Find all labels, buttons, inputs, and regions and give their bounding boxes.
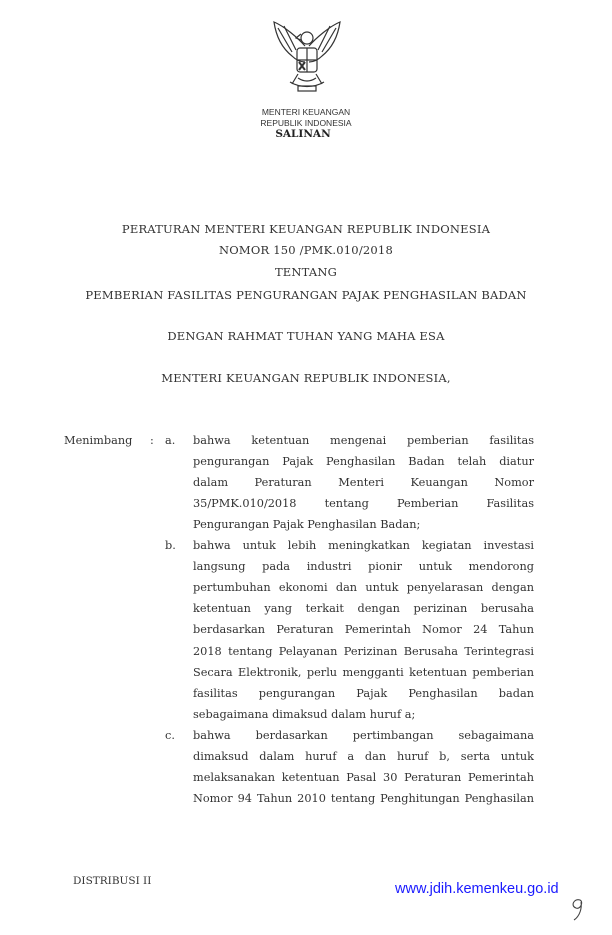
minister-heading: MENTERI KEUANGAN REPUBLIK INDONESIA, xyxy=(161,371,451,385)
item-text-line: ketentuan yang terkait dengan perizinan berusaha xyxy=(193,602,534,616)
regulation-tentang: TENTANG xyxy=(274,265,338,279)
item-text-line: pengurangan Pajak Penghasilan Badan telah diatur xyxy=(193,455,534,469)
item-marker: c. xyxy=(165,728,175,742)
menimbang-label: Menimbang xyxy=(64,434,133,447)
item-text-line: bahwa ketentuan mengenai pemberian fasilitas xyxy=(193,434,534,447)
item-text-line: bahwa untuk lebih meningkatkan kegiatan investasi xyxy=(193,539,534,553)
item-text-line: 2018 tentang Pelayanan Perizinan Berusaha Terintegrasi xyxy=(193,644,534,658)
item-text-line: melaksanakan ketentuan Pasal 30 Peraturan Pemerintah xyxy=(193,770,534,784)
item-marker: a. xyxy=(165,434,176,447)
menimbang-colon: : xyxy=(150,434,154,447)
item-text-line: dalam Peraturan Menteri Keuangan Nomor xyxy=(193,476,534,490)
distribution-label: DISTRIBUSI II xyxy=(73,875,152,887)
website-link[interactable]: www.jdih.kemenkeu.go.id xyxy=(395,881,559,897)
item-text-line: dimaksud dalam huruf a dan huruf b, serta untuk xyxy=(193,749,534,763)
garuda-emblem-icon xyxy=(268,18,346,100)
item-text-line: berdasarkan Peraturan Pemerintah Nomor 24 Tahun xyxy=(193,623,534,637)
salinan-stamp: SALINAN xyxy=(275,128,331,140)
item-text-line: Secara Elektronik, perlu mengganti ketentuan pemberian xyxy=(193,665,534,679)
item-text-line: 35/PMK.010/2018 tentang Pemberian Fasilitas xyxy=(193,497,534,511)
item-text-line: langsung pada industri pionir untuk mendorong xyxy=(193,560,534,574)
regulation-number: NOMOR 150 /PMK.010/2018 xyxy=(219,243,393,257)
item-text-line: Nomor 94 Tahun 2010 tentang Penghitungan Penghasilan xyxy=(193,791,534,805)
letterhead-line-1: MENTERI KEUANGAN xyxy=(261,107,351,117)
preamble: DENGAN RAHMAT TUHAN YANG MAHA ESA xyxy=(167,329,445,343)
item-marker: b. xyxy=(165,539,176,553)
regulation-subject: PEMBERIAN FASILITAS PENGURANGAN PAJAK PENGHASILAN BADAN xyxy=(85,288,527,302)
item-text-line: Pengurangan Pajak Penghasilan Badan; xyxy=(193,518,421,532)
item-text-line: sebagaimana dimaksud dalam huruf a; xyxy=(193,707,416,721)
regulation-title: PERATURAN MENTERI KEUANGAN REPUBLIK INDONESIA xyxy=(121,222,491,236)
item-text-line: bahwa berdasarkan pertimbangan sebagaimana xyxy=(193,728,534,742)
item-text-line: pertumbuhan ekonomi dan untuk penyelarasan dengan xyxy=(193,581,534,595)
item-text-line: fasilitas pengurangan Pajak Penghasilan badan xyxy=(193,686,534,700)
letterhead-line-2: REPUBLIK INDONESIA xyxy=(260,118,352,128)
paraf-signature-icon xyxy=(568,896,592,922)
